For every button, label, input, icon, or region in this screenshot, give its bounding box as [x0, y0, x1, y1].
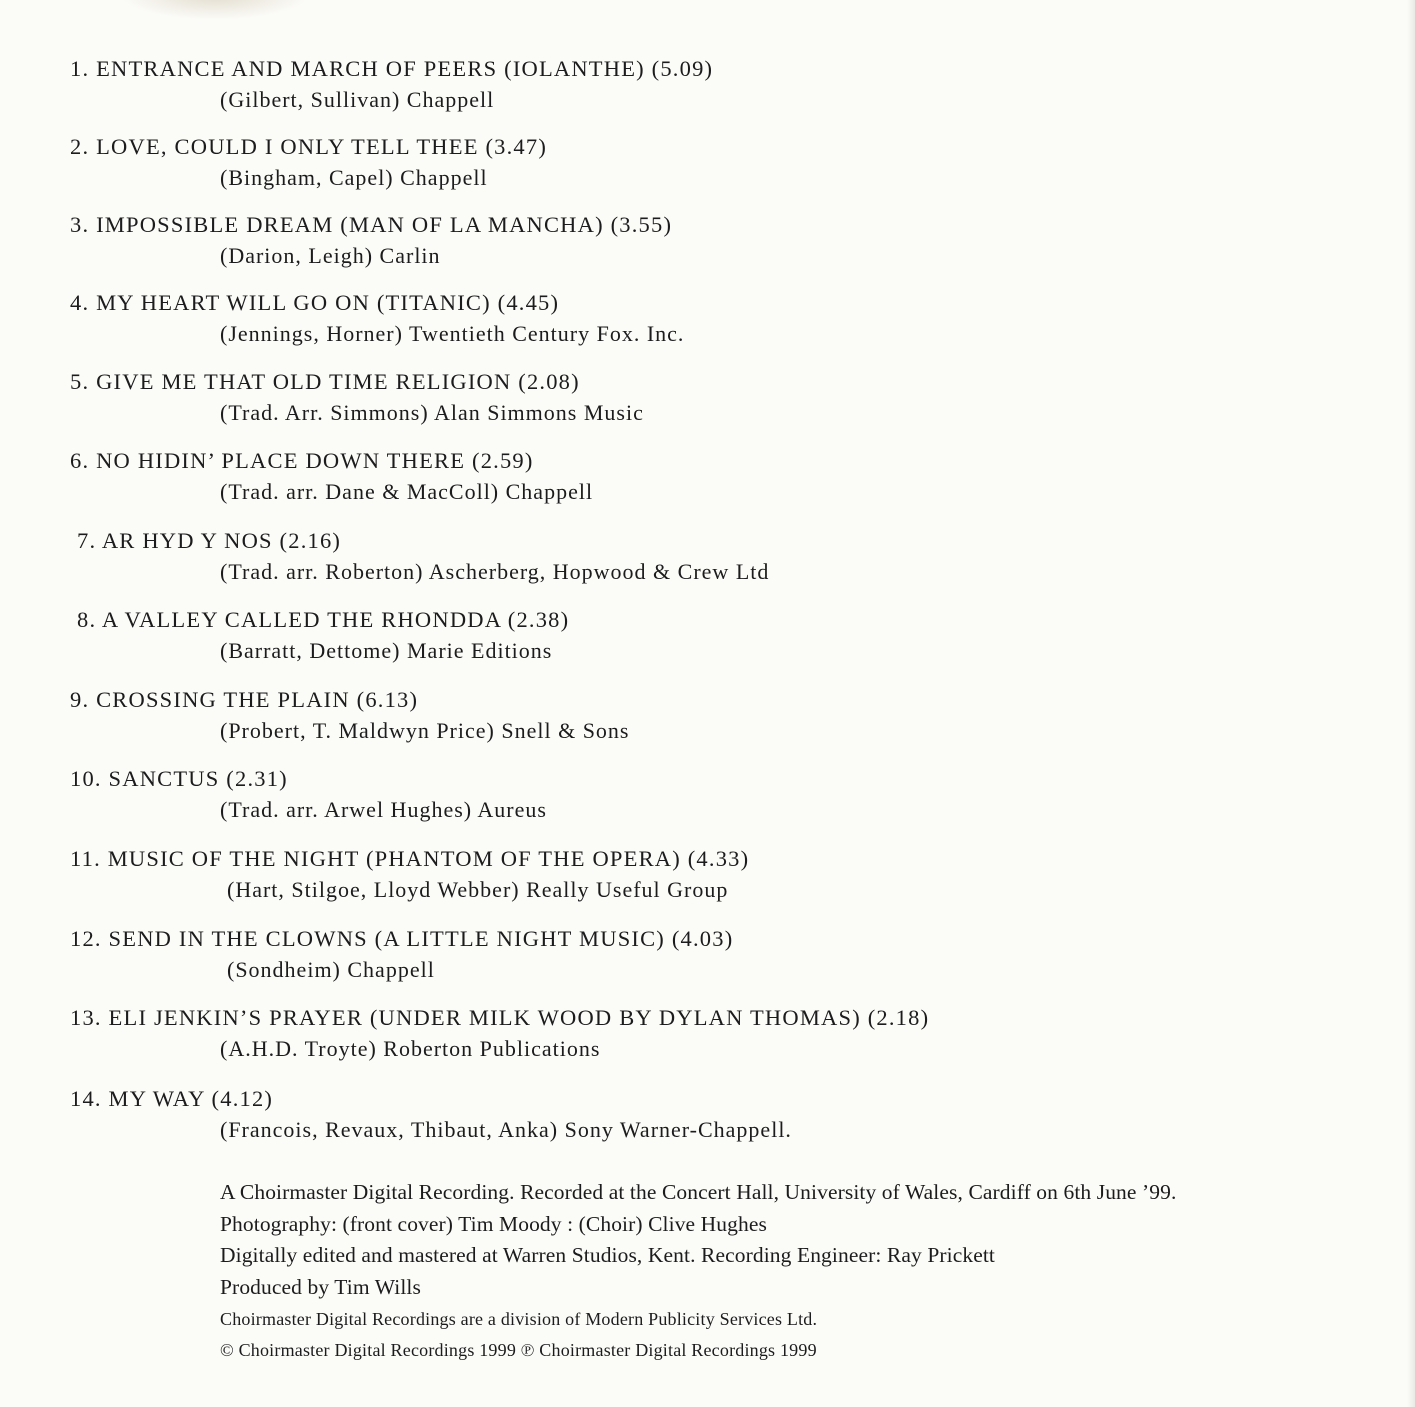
- track-credit: (Trad. arr. Arwel Hughes) Aureus: [220, 797, 547, 822]
- track-title: 1. ENTRANCE AND MARCH OF PEERS (IOLANTHE) (5.09): [70, 56, 714, 81]
- track-title: 9. CROSSING THE PLAIN (6.13): [70, 687, 419, 712]
- track-title: 7. AR HYD Y NOS (2.16): [77, 528, 342, 553]
- track-credit: (Trad. arr. Dane & MacColl) Chappell: [220, 479, 594, 504]
- page-edge-shadow: [1407, 0, 1415, 1407]
- track-title: 11. MUSIC OF THE NIGHT (PHANTOM OF THE OPERA) (4.33): [70, 846, 750, 871]
- track-credit: (Gilbert, Sullivan) Chappell: [220, 87, 495, 112]
- photography-credit: Photography: (front cover) Tim Moody : (Choir) Clive Hughes: [220, 1212, 767, 1236]
- track-title: 6. NO HIDIN’ PLACE DOWN THERE (2.59): [70, 448, 534, 473]
- recording-note: A Choirmaster Digital Recording. Recorded at the Concert Hall, University of Wales, Cardiff on 6th June ’99.: [220, 1180, 1177, 1204]
- track-title: 4. MY HEART WILL GO ON (TITANIC) (4.45): [70, 290, 560, 315]
- track-title: 13. ELI JENKIN’S PRAYER (UNDER MILK WOOD BY DYLAN THOMAS) (2.18): [70, 1005, 930, 1030]
- track-credit: (A.H.D. Troyte) Roberton Publications: [220, 1036, 601, 1061]
- track-title: 3. IMPOSSIBLE DREAM (MAN OF LA MANCHA) (3.55): [70, 212, 673, 237]
- page-stain: [120, 0, 310, 20]
- track-credit: (Jennings, Horner) Twentieth Century Fox. Inc.: [220, 321, 685, 346]
- editing-credit: Digitally edited and mastered at Warren Studios, Kent. Recording Engineer: Ray Prickett: [220, 1243, 995, 1267]
- track-credit: (Darion, Leigh) Carlin: [220, 243, 441, 268]
- track-credit: (Sondheim) Chappell: [227, 957, 435, 982]
- copyright-notice: © Choirmaster Digital Recordings 1999 ℗ Choirmaster Digital Recordings 1999: [220, 1340, 817, 1360]
- track-credit: (Trad. Arr. Simmons) Alan Simmons Music: [220, 400, 644, 425]
- track-credit: (Francois, Revaux, Thibaut, Anka) Sony Warner-Chappell.: [220, 1117, 792, 1142]
- track-title: 10. SANCTUS (2.31): [70, 766, 288, 791]
- track-credit: (Barratt, Dettome) Marie Editions: [220, 638, 553, 663]
- track-title: 5. GIVE ME THAT OLD TIME RELIGION (2.08): [70, 369, 580, 394]
- producer-credit: Produced by Tim Wills: [220, 1275, 421, 1299]
- track-credit: (Trad. arr. Roberton) Ascherberg, Hopwood & Crew Ltd: [220, 559, 770, 584]
- company-division-note: Choirmaster Digital Recordings are a division of Modern Publicity Services Ltd.: [220, 1309, 818, 1329]
- track-credit: (Probert, T. Maldwyn Price) Snell & Sons: [220, 718, 630, 743]
- track-credit: (Hart, Stilgoe, Lloyd Webber) Really Useful Group: [227, 877, 729, 902]
- track-title: 8. A VALLEY CALLED THE RHONDDA (2.38): [77, 607, 570, 632]
- track-title: 12. SEND IN THE CLOWNS (A LITTLE NIGHT MUSIC) (4.03): [70, 926, 734, 951]
- track-title: 14. MY WAY (4.12): [70, 1086, 274, 1111]
- track-credit: (Bingham, Capel) Chappell: [220, 165, 488, 190]
- track-title: 2. LOVE, COULD I ONLY TELL THEE (3.47): [70, 134, 548, 159]
